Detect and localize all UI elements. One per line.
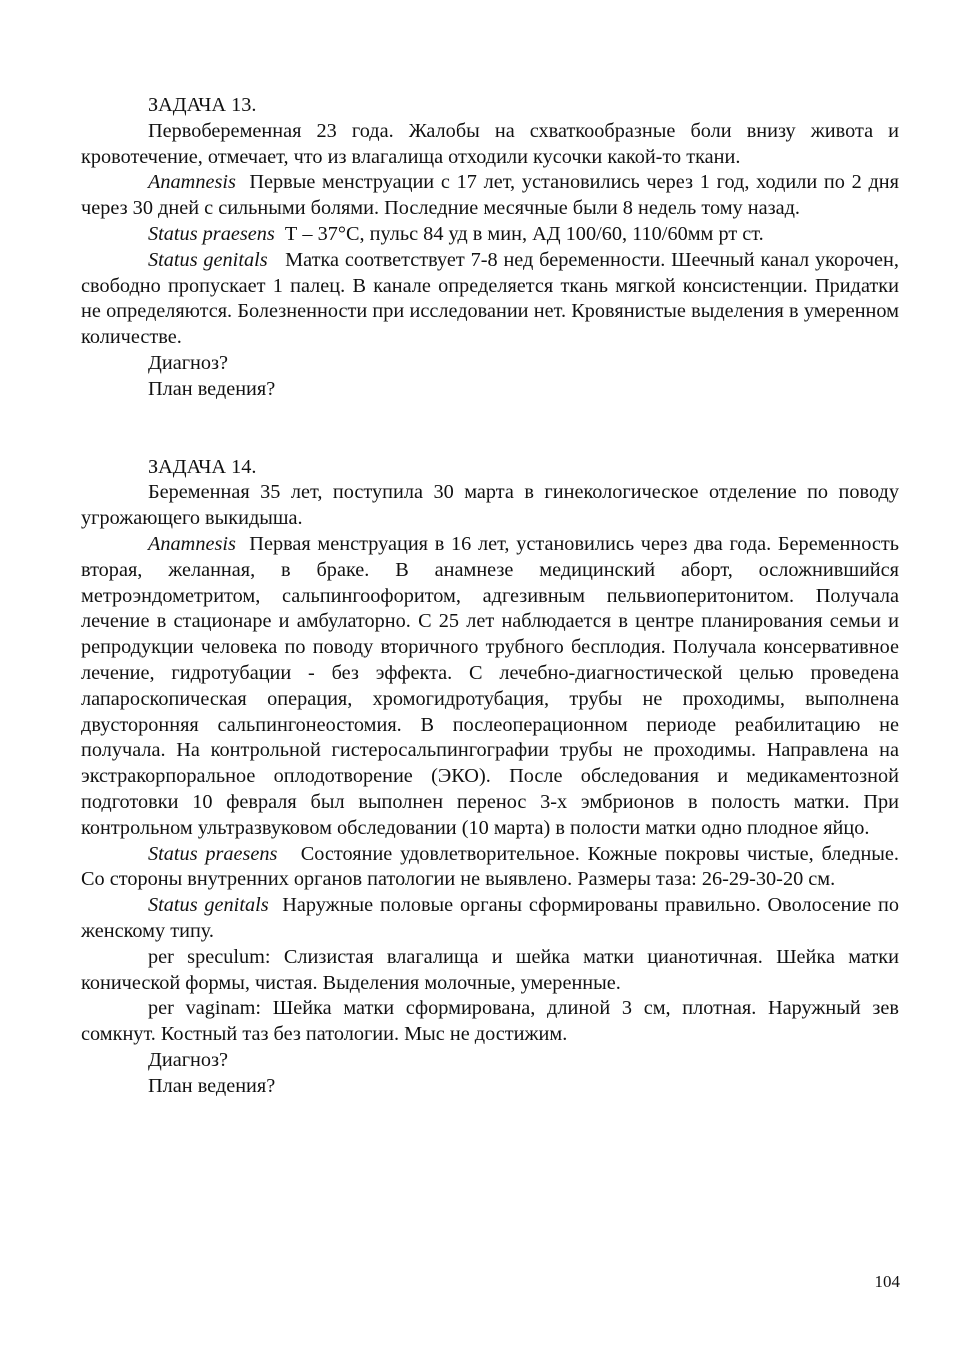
anamnesis-text: Первые менструации с 17 лет, установились через 1 год, ходили по 2 дня через 30 дней с сильными болями. Последние месячные были 8 недель тому назад. (81, 171, 899, 220)
anamnesis-label: Anamnesis (148, 532, 236, 555)
task-14-anamnesis (81, 532, 899, 842)
task-14-question-diagnosis: Диагноз? (148, 1048, 229, 1071)
status-praesens-label: Status praesens (148, 222, 275, 245)
page-content (81, 93, 899, 1099)
status-genitals-text: Матка соответствует 7-8 нед беременности. Шеечный канал укорочен, свободно пропускает 1 палец. В канале определяется ткань мягкой консистенции. Придатки не определяются. Болезненности при исследовании нет. Кровянистые выделения в умеренном количестве. (81, 248, 899, 349)
task-13-question-diagnosis: Диагноз? (148, 351, 229, 374)
task-14-status-praesens (81, 842, 899, 894)
task-14-status-genitals (81, 893, 899, 945)
task-14-question-plan: План ведения? (148, 1074, 276, 1097)
status-genitals-label: Status genitals (148, 894, 269, 917)
task-14 (81, 455, 899, 1100)
page-number: 104 (874, 1272, 900, 1291)
task-14-title: ЗАДАЧА 14. (148, 455, 257, 478)
task-13-question-plan: План ведения? (148, 377, 276, 400)
task-14-per-vaginam: per vaginam: Шейка матки сформирована, длиной 3 см, плотная. Наружный зев сомкнут. Костный таз без патологии. Мыс не достижим. (81, 997, 899, 1046)
task-13 (81, 93, 899, 403)
task-13-anamnesis (81, 170, 899, 222)
status-praesens-text: Состояние удовлетворительное. Кожные покровы чистые, бледные. Со стороны внутренних органов патологии не выявлено. Размеры таза: 26-29-30-20 см. (81, 842, 899, 891)
anamnesis-label: Anamnesis (148, 171, 236, 194)
task-13-title: ЗАДАЧА 13. (148, 94, 257, 116)
task-13-complaints: Первобеременная 23 года. Жалобы на схваткообразные боли внизу живота и кровотечение, отмечает, что из влагалища отходили кусочки какой-то ткани. (81, 119, 899, 168)
status-praesens-text: Т – 37°С, пульс 84 уд в мин, АД 100/60, 110/60мм рт ст. (284, 222, 764, 245)
status-genitals-label: Status genitals (148, 248, 268, 271)
anamnesis-text: Первая менструация в 16 лет, установились через два года. Беременность вторая, желанная, в браке. В анамнезе медицинский аборт, осложнившийся метроэндометритом, сальпингоофоритом, адгезивным пельвиоперитонитом. Получала лечение в стационаре и амбулаторно. С 25 лет наблюдается в центре планирования семьи и репродукции человека по поводу вторичного трубного бесплодия. Получала консервативное лечение, гидротубации - без эффекта. С лечебно-диагностической целью проведена лапароскопическая операция, хромогидротубация, трубы не проходимы, выполнена двусторонняя сальпингонеостомия. В послеоперационном периоде реабилитацию не получала. На контрольной гистеросальпингографии трубы не проходимы. Направлена на экстракорпоральное оплодотворение (ЭКО). После обследования и медикаментозной подготовки 10 февраля был выполнен перенос 3-х эмбрионов в полость матки. При контрольном ультразвуковом обследовании (10 марта) в полости матки одно плодное яйцо. (81, 532, 899, 839)
task-14-complaints: Беременная 35 лет, поступила 30 марта в гинекологическое отделение по поводу угрожающего выкидыша. (81, 481, 899, 530)
task-14-per-speculum: per speculum: Слизистая влагалища и шейка матки цианотичная. Шейка матки конической формы, чистая. Выделения молочные, умеренные. (81, 945, 899, 994)
task-13-status-praesens (81, 222, 899, 248)
task-13-status-genitals (81, 248, 899, 351)
status-genitals-text: Наружные половые органы сформированы правильно. Оволосение по женскому типу. (81, 894, 899, 942)
status-praesens-label: Status praesens (148, 842, 278, 865)
